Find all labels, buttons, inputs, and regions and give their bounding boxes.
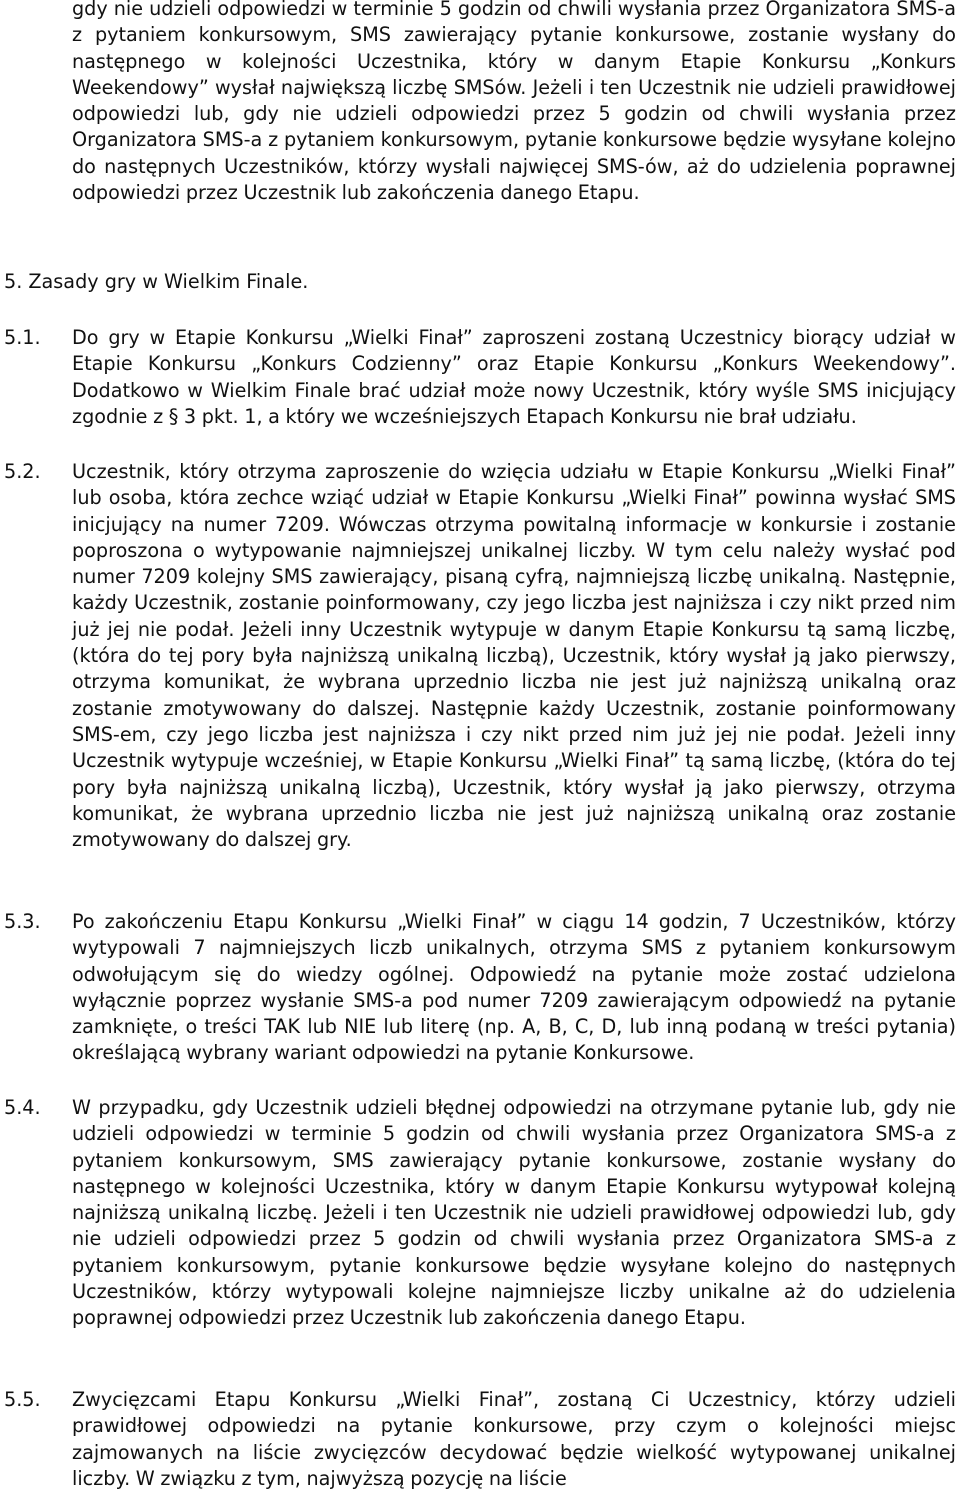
intro-paragraph: gdy nie udzieli odpowiedzi w terminie 5 godzin od chwili wysłania przez Organizatora SMS-a z pytaniem konkursowym, SMS zawierający pytanie konkursowe, zostanie wysłany do następnego w kolejności Uczestnika, który w danym Etapie Konkursu „Konkurs Weekendowy” wysłał największą liczbę SMSów. Jeżeli i ten Uczestnik nie udzieli prawidłowej odpowiedzi lub, gdy nie udzieli odpowiedzi przez 5 godzin od chwili wysłania przez Organizatora SMS-a z pytaniem konkursowym, pytanie konkursowe będzie wysyłane kolejno do następnych Uczestników, którzy wysłali najwięcej SMS-ów, aż do udzielenia poprawnej odpowiedzi przez Uczestnik lub zakończenia danego Etapu.: [72, 0, 956, 205]
item-paragraph: Zwycięzcami Etapu Konkursu „Wielki Finał”, zostaną Ci Uczestnicy, którzy udzieli prawidłowej odpowiedzi na pytanie konkursowe, przy czym o kolejności miejsc zajmowanych na liście zwycięzców decydować będzie wielkość wytypowanej unikalnej liczby. W związku z tym, najwyższą pozycję na liście: [72, 1388, 956, 1490]
item-number: 5.2.: [4, 460, 41, 483]
item-number: 5.3.: [4, 910, 41, 933]
item-paragraph: Po zakończeniu Etapu Konkursu „Wielki Finał” w ciągu 14 godzin, 7 Uczestników, którzy wytypowali 7 najmniejszych liczb unikalnych, otrzyma SMS z pytaniem konkursowym odwołującym się do wiedzy ogólnej. Odpowiedź na pytanie może zostać udzielona wyłącznie poprzez wysłanie SMS-a pod numer 7209 zawierającym odpowiedź na pytanie zamknięte, o treści TAK lub NIE lub literę (np. A, B, C, D, lub inną podaną w treści pytania) określającą wybrany wariant odpowiedzi na pytanie Konkursowe.: [72, 910, 956, 1065]
item-number: 5.4.: [4, 1096, 41, 1119]
item-paragraph: Uczestnik, który otrzyma zaproszenie do wzięcia udziału w Etapie Konkursu „Wielki Finał” lub osoba, która zechce wziąć udział w Etapie Konkursu „Wielki Finał” powinna wysłać SMS inicjujący na numer 7209. Wówczas otrzyma powitalną informacje w konkursie i zostanie poproszona o wytypowanie najmniejszej unikalnej liczby. W tym celu należy wysłać pod numer 7209 kolejny SMS zawierający, pisaną cyfrą, najmniejszą liczbę unikalną. Następnie, każdy Uczestnik, zostanie poinformowany, czy jego liczba jest najniższa i czy nikt przed nim już jej nie podał. Jeżeli inny Uczestnik wytypuje w danym Etapie Konkursu tą samą liczbę, (która do tej pory była najniższą unikalną liczbą), Uczestnik, który wysłał ją jako pierwszy, otrzyma komunikat, że wybrana uprzednio liczba nie jest już najniższą unikalną oraz zostanie zmotywowany do dalszej. Następnie każdy Uczestnik, zostanie poinformowany SMS-em, czy jego liczba jest najniższa i czy nikt przed nim już jej nie podał. Jeżeli inny Uczestnik wytypuje wcześniej, w Etapie Konkursu „Wielki Finał” tą samą liczbę, (która do tej pory była najniższą unikalną liczbą), Uczestnik, który wysłał ją jako pierwszy, otrzyma komunikat, że wybrana uprzednio liczba nie jest już najniższą unikalną oraz zostanie zmotywowany do dalszej gry.: [72, 460, 956, 852]
item-number: 5.5.: [4, 1388, 41, 1411]
item-paragraph: Do gry w Etapie Konkursu „Wielki Finał” zaproszeni zostaną Uczestnicy biorący udział w Etapie Konkursu „Konkurs Codzienny” oraz Etapie Konkursu „Konkurs Weekendowy”. Dodatkowo w Wielkim Finale brać udział może nowy Uczestnik, który wyśle SMS inicjujący zgodnie z § 3 pkt. 1, a który we wcześniejszych Etapach Konkursu nie brał udziału.: [72, 326, 956, 428]
item-number: 5.1.: [4, 326, 41, 349]
section-heading: 5. Zasady gry w Wielkim Finale.: [4, 270, 309, 293]
item-paragraph: W przypadku, gdy Uczestnik udzieli błędnej odpowiedzi na otrzymane pytanie lub, gdy nie udzieli odpowiedzi w terminie 5 godzin od chwili wysłania przez Organizatora SMS-a z pytaniem konkursowym, SMS zawierający pytanie konkursowe, zostanie wysłany do następnego w kolejności Uczestnika, który w danym Etapie Konkursu wytypował kolejną najniższą unikalną liczbę. Jeżeli i ten Uczestnik nie udzieli prawidłowej odpowiedzi lub, gdy nie udzieli odpowiedzi przez 5 godzin od chwili wysłania przez Organizatora SMS-a z pytaniem konkursowym, pytanie konkursowe będzie wysyłane kolejno do następnych Uczestników, którzy wytypowali kolejne najmniejsze liczby unikalne aż do udzielenia poprawnej odpowiedzi przez Uczestnik lub zakończenia danego Etapu.: [72, 1096, 956, 1330]
